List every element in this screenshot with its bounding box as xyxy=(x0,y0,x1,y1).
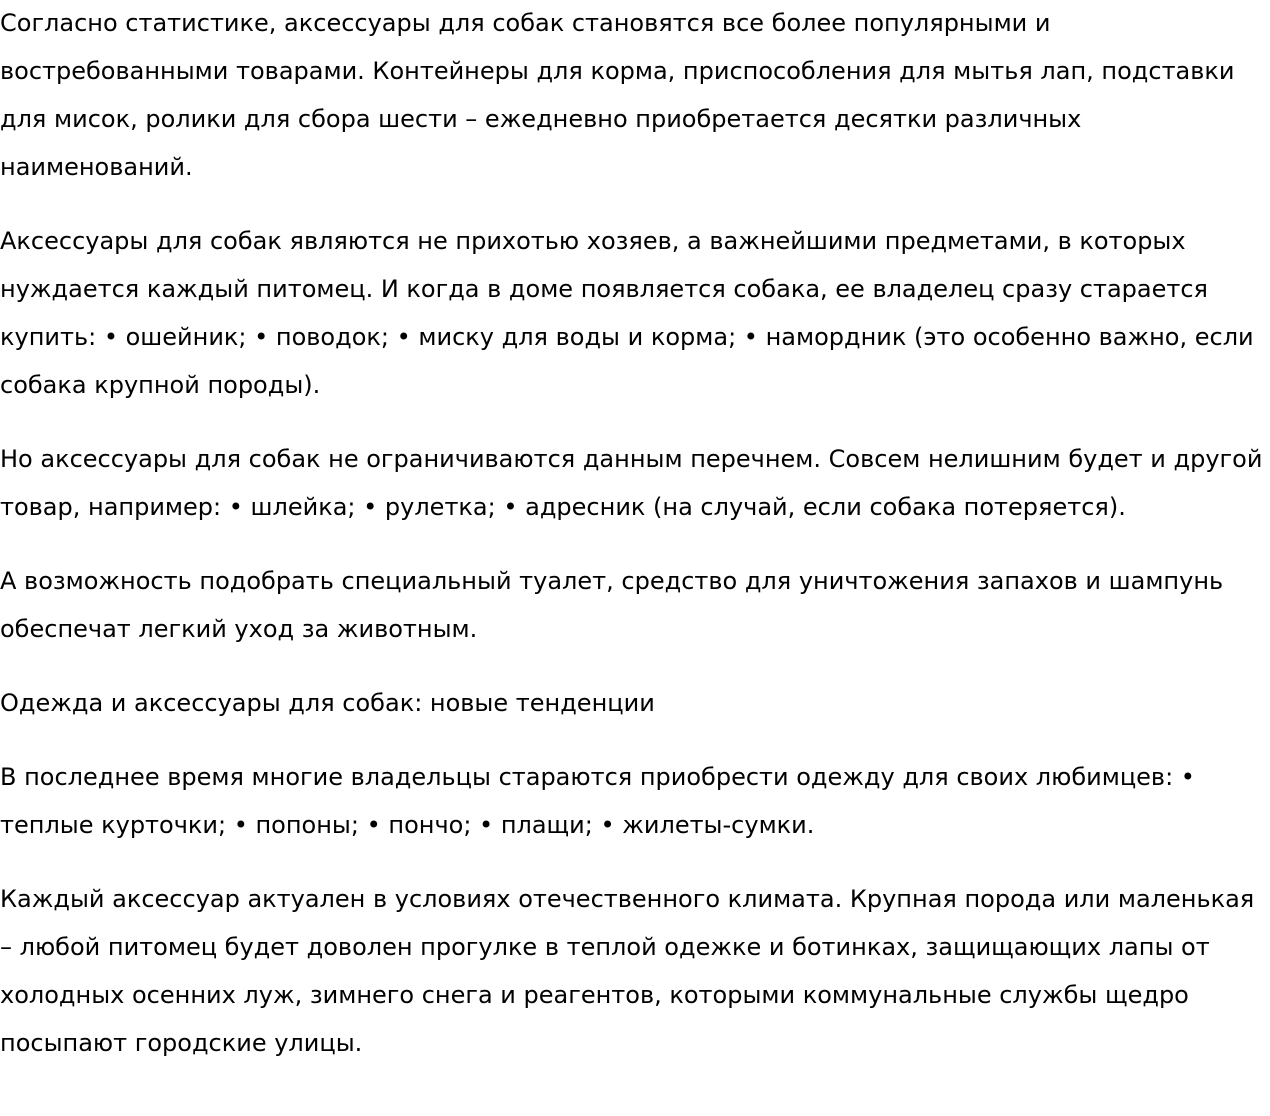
paragraph-care: А возможность подобрать специальный туалет, средство для уничтожения запахов и шампунь обеспечат легкий уход за животным. xyxy=(0,567,1224,643)
paragraph-extra-goods: Но аксессуары для собак не ограничиваются данным перечнем. Совсем нелишним будет и другой товар, например: • шлейка; • рулетка; • адресник (на случай, если собака потеряется). xyxy=(0,445,1263,521)
paragraph-clothing: В последнее время многие владельцы стараются приобрести одежду для своих любимцев: • теплые курточки; • попоны; • пончо; • плащи; • жилеты-сумки. xyxy=(0,763,1195,839)
paragraph-essentials: Аксессуары для собак являются не прихотью хозяев, а важнейшими предметами, в которых нуждается каждый питомец. И когда в доме появляется собака, ее владелец сразу старается купить: • ошейник; • поводок; • миску для воды и корма; • намордник (это особенно важно, если собака крупной породы). xyxy=(0,227,1254,399)
paragraph-statistics: Согласно статистике, аксессуары для собак становятся все более популярными и востребованными товарами. Контейнеры для корма, приспособления для мытья лап, подставки для мисок, ролики для сбора шести – ежедневно приобретается десятки различных наименований. xyxy=(0,9,1235,181)
section-heading-clothing: Одежда и аксессуары для собак: новые тенденции xyxy=(0,689,655,717)
paragraph-climate: Каждый аксессуар актуален в условиях отечественного климата. Крупная порода или маленькая – любой питомец будет доволен прогулке в теплой одежке и ботинках, защищающих лапы от холодных осенних луж, зимнего снега и реагентов, которыми коммунальные службы щедро посыпают городские улицы. xyxy=(0,885,1255,1057)
